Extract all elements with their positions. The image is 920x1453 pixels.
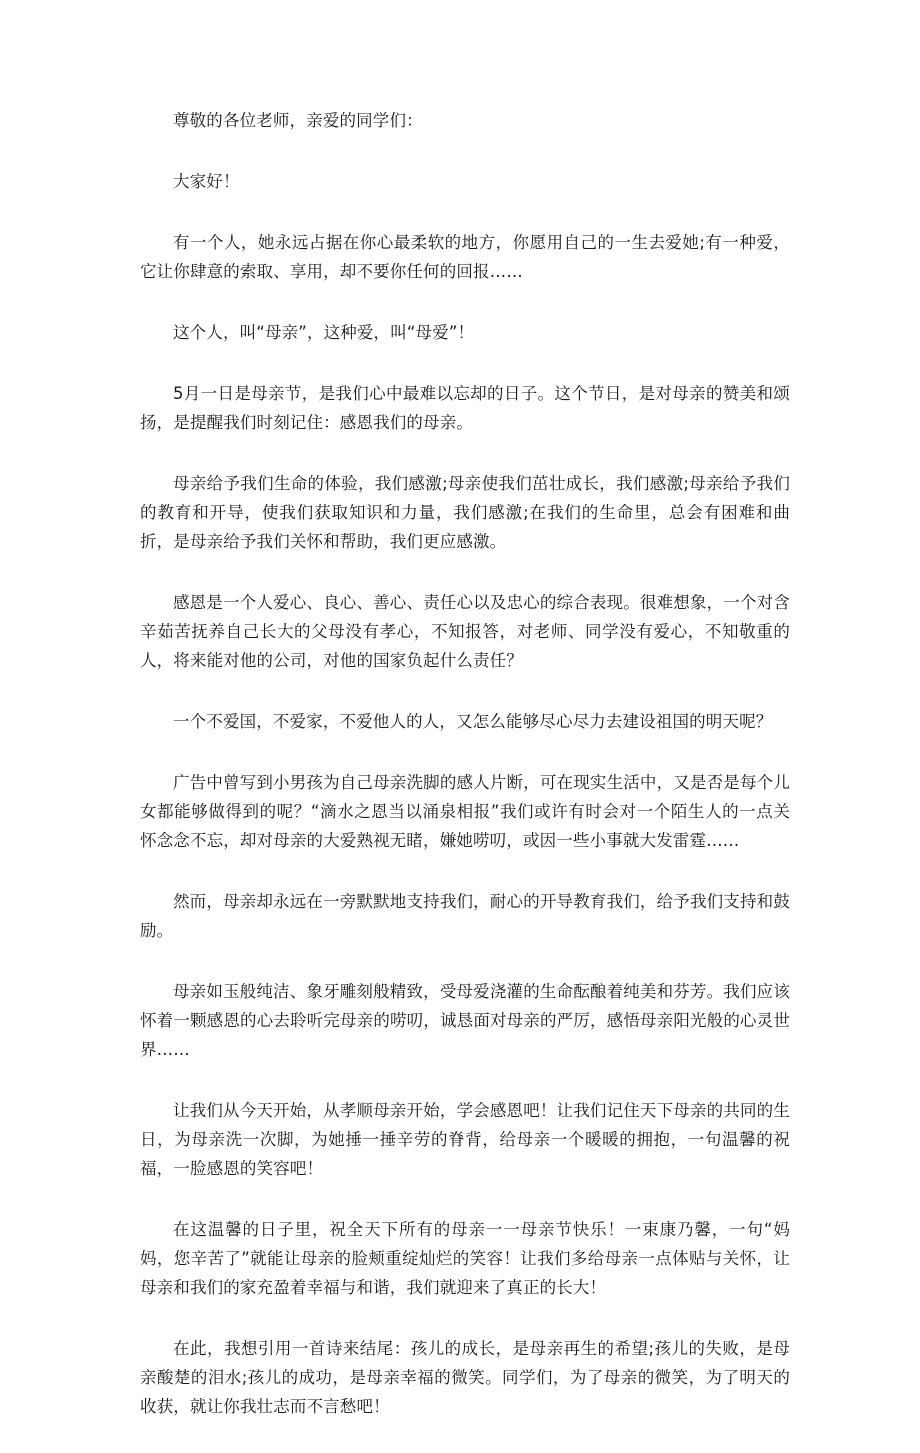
paragraph: 这个人，叫“母亲”，这种爱，叫“母爱”！ xyxy=(173,323,475,342)
paragraph: 在这温馨的日子里，祝全天下所有的母亲一一母亲节快乐！一束康乃馨，一句“妈妈，您辛苦了”就能让母亲的脸颊重绽灿烂的笑容！让我们多给母亲一点体贴与关怀，让母亲和我们的家充盈着幸福与和谐，我们就迎来了真正的长大！ xyxy=(140,1220,790,1297)
paragraph: 感恩是一个人爱心、良心、善心、责任心以及忠心的综合表现。很难想象，一个对含辛茹苦抚养自己长大的父母没有孝心，不知报答，对老师、同学没有爱心，不知敬重的人，将来能对他的公司，对他的国家负起什么责任？ xyxy=(140,593,790,670)
paragraph: 5月一日是母亲节，是我们心中最难以忘却的日子。这个节日，是对母亲的赞美和颂扬，是提醒我们时刻记住：感恩我们的母亲。 xyxy=(140,384,790,432)
paragraph: 让我们从今天开始，从孝顺母亲开始，学会感恩吧！让我们记住天下母亲的共同的生日，为母亲洗一次脚，为她捶一捶辛劳的脊背，给母亲一个暖暖的拥抱，一句温馨的祝福，一脸感恩的笑容吧！ xyxy=(140,1101,790,1178)
speech-body xyxy=(140,106,790,1453)
paragraph: 母亲如玉般纯洁、象牙雕刻般精致，受母爱浇灌的生命酝酿着纯美和芬芳。我们应该怀着一颗感恩的心去聆听完母亲的唠叨，诚恳面对母亲的严厉，感悟母亲阳光般的心灵世界…… xyxy=(140,982,790,1059)
paragraph-salutation: 尊敬的各位老师，亲爱的同学们： xyxy=(173,111,423,130)
paragraph: 广告中曾写到小男孩为自己母亲洗脚的感人片断，可在现实生活中，又是否是每个儿女都能够做得到的呢？“滴水之恩当以涌泉相报”我们或许有时会对一个陌生人的一点关怀念念不忘，却对母亲的大爱熟视无睹，嫌她唠叨，或因一些小事就大发雷霆…… xyxy=(140,773,790,850)
paragraph: 然而，母亲却永远在一旁默默地支持我们，耐心的开导教育我们，给予我们支持和鼓励。 xyxy=(140,892,790,940)
paragraph: 有一个人，她永远占据在你心最柔软的地方，你愿用自己的一生去爱她;有一种爱，它让你肆意的索取、享用，却不要你任何的回报…… xyxy=(140,233,790,281)
paragraph-closing: 在此，我想引用一首诗来结尾：孩儿的成长，是母亲再生的希望;孩儿的失败，是母亲酸楚的泪水;孩儿的成功，是母亲幸福的微笑。同学们，为了母亲的微笑，为了明天的收获，就让你我壮志而不言愁吧！ xyxy=(140,1339,790,1416)
paragraph-greeting: 大家好！ xyxy=(173,172,240,191)
paragraph: 母亲给予我们生命的体验，我们感激;母亲使我们茁壮成长，我们感激;母亲给予我们的教育和开导，使我们获取知识和力量，我们感激;在我们的生命里，总会有困难和曲折，是母亲给予我们关怀和帮助，我们更应感激。 xyxy=(140,474,790,551)
paragraph: 一个不爱国，不爱家，不爱他人的人，又怎么能够尽心尽力去建设祖国的明天呢？ xyxy=(173,712,773,731)
